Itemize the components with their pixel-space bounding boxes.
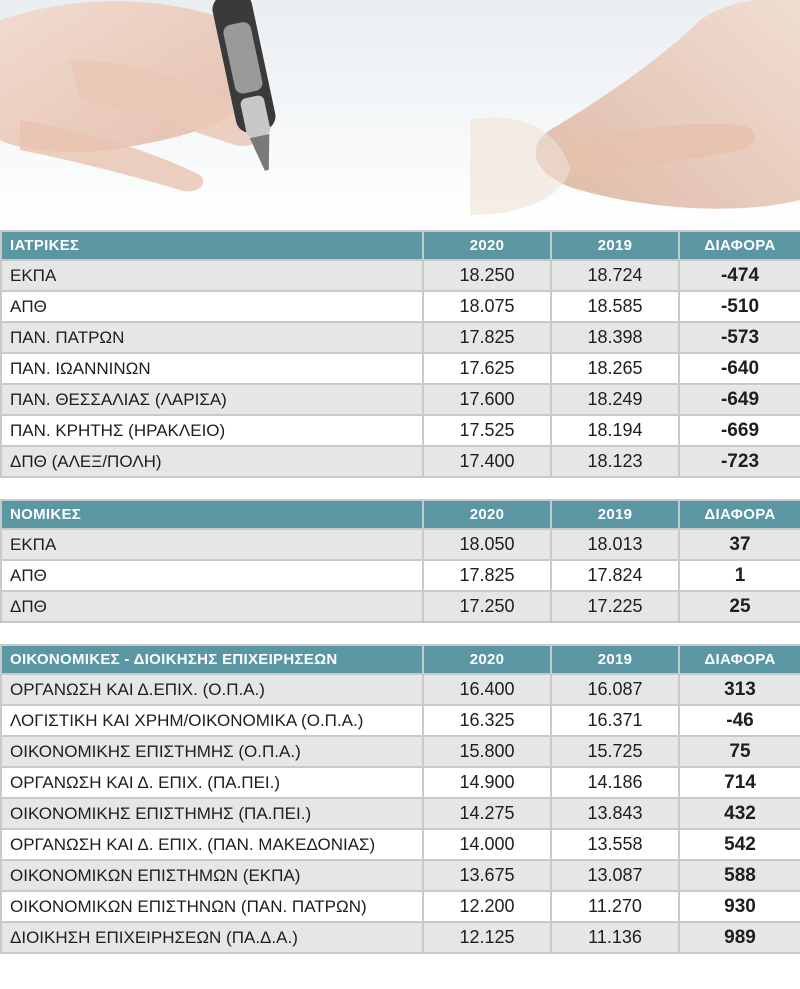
grade-2019: 18.398: [551, 322, 679, 353]
grade-difference: -723: [679, 446, 800, 477]
grade-2019: 17.225: [551, 591, 679, 622]
grade-difference: 75: [679, 736, 800, 767]
grade-2019: 15.725: [551, 736, 679, 767]
table-spacer: [0, 478, 800, 499]
grade-difference: -510: [679, 291, 800, 322]
table-row: [1, 384, 800, 415]
grade-difference: 432: [679, 798, 800, 829]
table-row: [1, 767, 800, 798]
school-name: ΕΚΠΑ: [1, 529, 423, 560]
grade-difference: 989: [679, 922, 800, 953]
table-header-row: [1, 231, 800, 260]
grade-2019: 16.087: [551, 674, 679, 705]
school-name: ΟΙΚΟΝΟΜΙΚΗΣ ΕΠΙΣΤΗΜΗΣ (Ο.Π.Α.): [1, 736, 423, 767]
grade-2019: 18.249: [551, 384, 679, 415]
school-name: ΟΡΓΑΝΩΣΗ ΚΑΙ Δ.ΕΠΙΧ. (Ο.Π.Α.): [1, 674, 423, 705]
table-header-row: [1, 645, 800, 674]
column-header-2019: 2019: [551, 500, 679, 529]
grade-2019: 11.136: [551, 922, 679, 953]
table-row: [1, 260, 800, 291]
grade-difference: 37: [679, 529, 800, 560]
column-header-difference: ΔΙΑΦΟΡΑ: [679, 500, 800, 529]
table-row: [1, 529, 800, 560]
table-row: [1, 591, 800, 622]
grade-2020: 17.825: [423, 560, 551, 591]
school-name: ΠΑΝ. ΘΕΣΣΑΛΙΑΣ (ΛΑΡΙΣΑ): [1, 384, 423, 415]
school-name: ΟΙΚΟΝΟΜΙΚΗΣ ΕΠΙΣΤΗΜΗΣ (ΠΑ.ΠΕΙ.): [1, 798, 423, 829]
grade-2019: 18.265: [551, 353, 679, 384]
grades-tables: [0, 230, 800, 954]
school-name: ΔΠΘ: [1, 591, 423, 622]
grade-difference: -649: [679, 384, 800, 415]
school-name: ΠΑΝ. ΚΡΗΤΗΣ (ΗΡΑΚΛΕΙΟ): [1, 415, 423, 446]
grade-difference: 313: [679, 674, 800, 705]
table-economics: [0, 644, 800, 954]
grade-difference: 542: [679, 829, 800, 860]
school-name: ΟΙΚΟΝΟΜΙΚΩΝ ΕΠΙΣΤΗΝΩΝ (ΠΑΝ. ΠΑΤΡΩΝ): [1, 891, 423, 922]
school-name: ΑΠΘ: [1, 560, 423, 591]
grade-2020: 13.675: [423, 860, 551, 891]
grade-2020: 17.525: [423, 415, 551, 446]
grade-2019: 14.186: [551, 767, 679, 798]
school-name: ΑΠΘ: [1, 291, 423, 322]
grade-2020: 17.825: [423, 322, 551, 353]
table-title: ΙΑΤΡΙΚΕΣ: [1, 231, 423, 260]
grade-2020: 18.075: [423, 291, 551, 322]
grade-2020: 12.200: [423, 891, 551, 922]
school-name: ΟΡΓΑΝΩΣΗ ΚΑΙ Δ. ΕΠΙΧ. (ΠΑ.ΠΕΙ.): [1, 767, 423, 798]
table-law: [0, 499, 800, 623]
grade-2019: 18.123: [551, 446, 679, 477]
school-name: ΠΑΝ. ΙΩΑΝΝΙΝΩΝ: [1, 353, 423, 384]
grade-2020: 12.125: [423, 922, 551, 953]
table-row: [1, 798, 800, 829]
grade-2020: 18.050: [423, 529, 551, 560]
table-row: [1, 829, 800, 860]
school-name: ΕΚΠΑ: [1, 260, 423, 291]
grade-2019: 17.824: [551, 560, 679, 591]
school-name: ΛΟΓΙΣΤΙΚΗ ΚΑΙ ΧΡΗΜ/ΟΙΚΟΝΟΜΙΚΑ (Ο.Π.Α.): [1, 705, 423, 736]
table-row: [1, 922, 800, 953]
grade-difference: -669: [679, 415, 800, 446]
school-name: ΟΡΓΑΝΩΣΗ ΚΑΙ Δ. ΕΠΙΧ. (ΠΑΝ. ΜΑΚΕΔΟΝΙΑΣ): [1, 829, 423, 860]
table-row: [1, 560, 800, 591]
table-title: ΝΟΜΙΚΕΣ: [1, 500, 423, 529]
grade-2020: 16.400: [423, 674, 551, 705]
column-header-difference: ΔΙΑΦΟΡΑ: [679, 645, 800, 674]
table-row: [1, 705, 800, 736]
grade-2019: 13.558: [551, 829, 679, 860]
table-medical: [0, 230, 800, 478]
table-row: [1, 860, 800, 891]
table-spacer: [0, 623, 800, 644]
grade-2020: 17.600: [423, 384, 551, 415]
school-name: ΔΙΟΙΚΗΣΗ ΕΠΙΧΕΙΡΗΣΕΩΝ (ΠΑ.Δ.Α.): [1, 922, 423, 953]
grade-difference: -474: [679, 260, 800, 291]
grade-2020: 17.250: [423, 591, 551, 622]
grade-difference: 714: [679, 767, 800, 798]
hand-writing-illustration: [0, 0, 800, 226]
table-title: ΟΙΚΟΝΟΜΙΚΕΣ - ΔΙΟΙΚΗΣΗΣ ΕΠΙΧΕΙΡΗΣΕΩΝ: [1, 645, 423, 674]
table-row: [1, 674, 800, 705]
school-name: ΔΠΘ (ΑΛΕΞ/ΠΟΛΗ): [1, 446, 423, 477]
table-row: [1, 891, 800, 922]
grade-2019: 13.843: [551, 798, 679, 829]
table-row: [1, 291, 800, 322]
hero-photo: [0, 0, 800, 226]
column-header-2019: 2019: [551, 231, 679, 260]
school-name: ΟΙΚΟΝΟΜΙΚΩΝ ΕΠΙΣΤΗΜΩΝ (ΕΚΠΑ): [1, 860, 423, 891]
table-row: [1, 736, 800, 767]
grade-2019: 16.371: [551, 705, 679, 736]
grade-2019: 18.013: [551, 529, 679, 560]
table-header-row: [1, 500, 800, 529]
grade-difference: 588: [679, 860, 800, 891]
column-header-2019: 2019: [551, 645, 679, 674]
grade-2019: 11.270: [551, 891, 679, 922]
grade-difference: -573: [679, 322, 800, 353]
grade-2019: 18.724: [551, 260, 679, 291]
grade-2019: 13.087: [551, 860, 679, 891]
table-row: [1, 446, 800, 477]
table-row: [1, 415, 800, 446]
table-row: [1, 353, 800, 384]
grade-2020: 17.625: [423, 353, 551, 384]
grade-2020: 14.000: [423, 829, 551, 860]
school-name: ΠΑΝ. ΠΑΤΡΩΝ: [1, 322, 423, 353]
grade-2019: 18.194: [551, 415, 679, 446]
grade-2020: 17.400: [423, 446, 551, 477]
grade-2020: 18.250: [423, 260, 551, 291]
grade-difference: 1: [679, 560, 800, 591]
grade-difference: -640: [679, 353, 800, 384]
grade-difference: 930: [679, 891, 800, 922]
column-header-2020: 2020: [423, 645, 551, 674]
grade-2019: 18.585: [551, 291, 679, 322]
grade-difference: -46: [679, 705, 800, 736]
grade-2020: 16.325: [423, 705, 551, 736]
column-header-2020: 2020: [423, 231, 551, 260]
grade-2020: 14.275: [423, 798, 551, 829]
table-row: [1, 322, 800, 353]
grade-difference: 25: [679, 591, 800, 622]
grade-2020: 14.900: [423, 767, 551, 798]
column-header-difference: ΔΙΑΦΟΡΑ: [679, 231, 800, 260]
column-header-2020: 2020: [423, 500, 551, 529]
grade-2020: 15.800: [423, 736, 551, 767]
